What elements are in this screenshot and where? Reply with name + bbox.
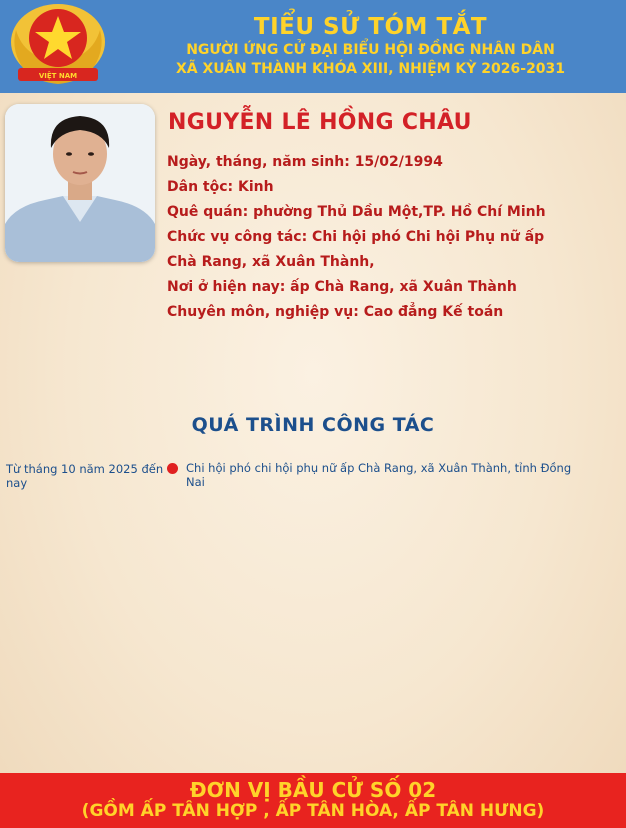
hometown: Quê quán: phường Thủ Dầu Một,TP. Hồ Chí Minh <box>167 204 546 220</box>
document-subtitle-line1: NGƯỜI ỨNG CỬ ĐẠI BIỂU HỘI ĐỒNG NHÂN DÂN <box>186 42 555 58</box>
electoral-unit-title: ĐƠN VỊ BẦU CỬ SỐ 02 <box>189 778 437 802</box>
current-residence: Nơi ở hiện nay: ấp Chà Rang, xã Xuân Thành <box>167 279 517 295</box>
timeline-bullet-icon <box>167 463 178 474</box>
document-subtitle-line2: XÃ XUÂN THÀNH KHÓA XIII, NHIỆM KỲ 2026-2031 <box>175 61 566 77</box>
header-banner <box>0 0 626 93</box>
date-of-birth: Ngày, tháng, năm sinh: 15/02/1994 <box>167 154 443 170</box>
ethnicity: Dân tộc: Kinh <box>167 179 274 195</box>
position-line1: Chức vụ công tác: Chi hội phó Chi hội Phụ nữ ấp <box>167 229 545 245</box>
position-line2: Chà Rang, xã Xuân Thành, <box>167 254 375 270</box>
qualification: Chuyên môn, nghiệp vụ: Cao đẳng Kế toán <box>167 304 504 320</box>
national-emblem-icon <box>4 2 113 88</box>
svg-text:VIỆT NAM: VIỆT NAM <box>38 72 78 80</box>
work-history-period: Từ tháng 10 năm 2025 đến nay <box>6 462 164 490</box>
candidate-portrait-photo <box>5 104 155 262</box>
work-history-description: Chi hội phó chi hội phụ nữ ấp Chà Rang, xã Xuân Thành, tỉnh Đồng Nai <box>186 461 572 489</box>
work-history-title: QUÁ TRÌNH CÔNG TÁC <box>191 414 435 436</box>
document-title: TIỂU SỬ TÓM TẮT <box>253 14 488 40</box>
candidate-name: NGUYỄN LÊ HỒNG CHÂU <box>168 110 472 135</box>
electoral-unit-areas: (GỒM ẤP TÂN HỢP , ẤP TÂN HÒA, ẤP TÂN HƯNG) <box>81 801 545 821</box>
